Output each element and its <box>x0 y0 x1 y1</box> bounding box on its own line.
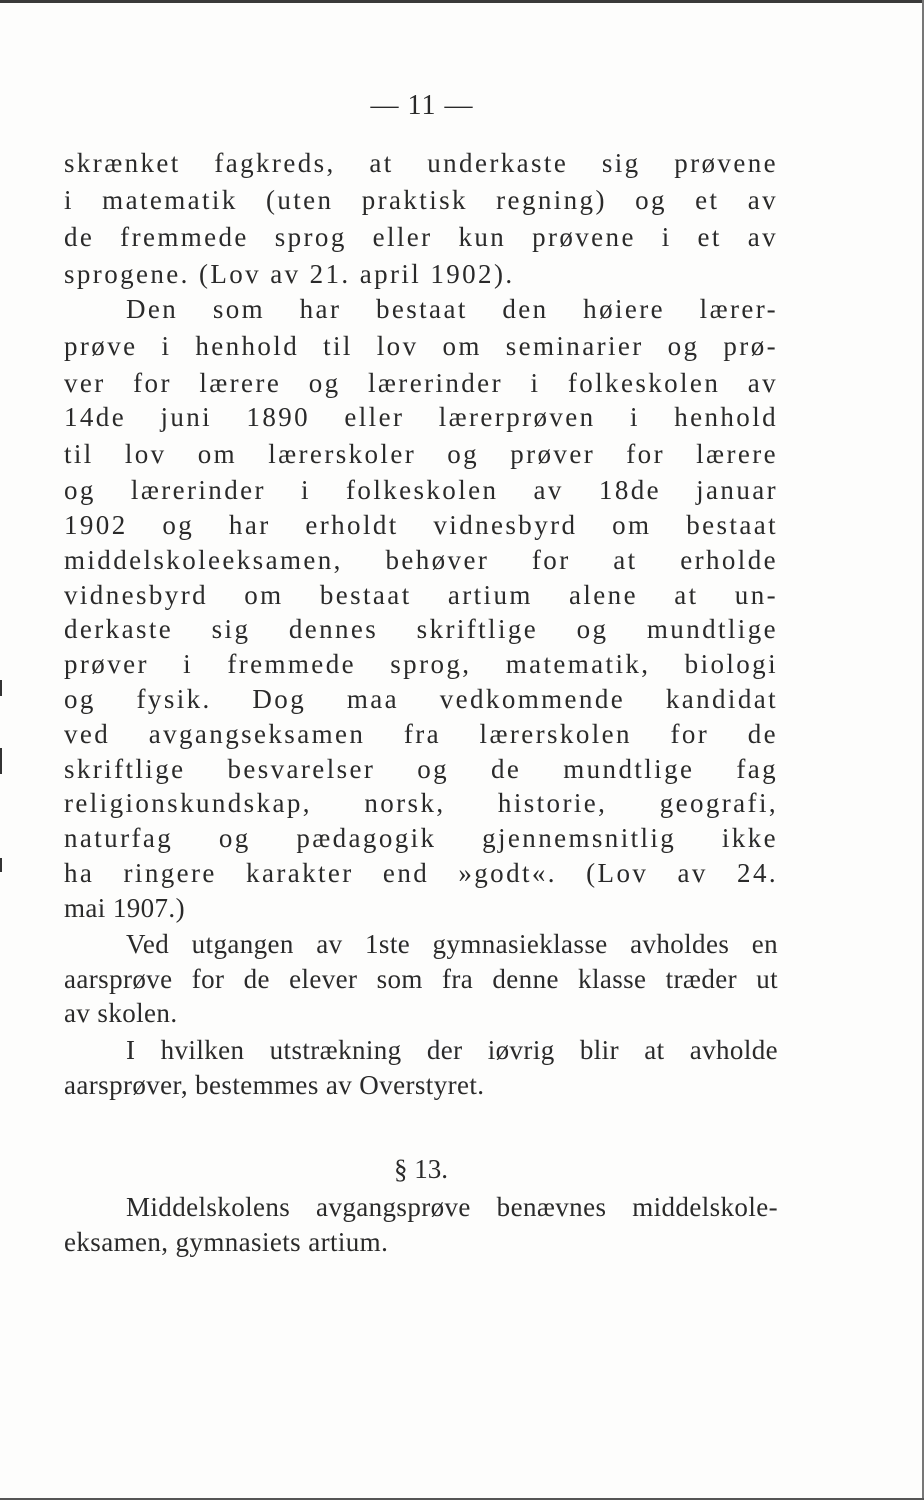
body-line: Den som har bestaat den høiere lærer- <box>126 294 778 324</box>
body-line: 14de juni 1890 eller lærerprøven i henhold <box>64 402 778 432</box>
body-line: religionskundskap, norsk, historie, geografi, <box>64 788 778 818</box>
section-line: eksamen, gymnasiets artium. <box>64 1227 389 1257</box>
body-line: ha ringere karakter end »godt«. (Lov av 24. <box>64 858 778 888</box>
section-heading: § 13. <box>394 1154 448 1184</box>
body-line: sprogene. (Lov av 21. april 1902). <box>64 259 515 289</box>
scan-margin-mark <box>0 748 2 774</box>
body-line: prøver i fremmede sprog, matematik, biologi <box>64 649 778 679</box>
body-line: skrænket fagkreds, at underkaste sig prøvene <box>64 148 778 178</box>
body-line: skriftlige besvarelser og de mundtlige fag <box>64 754 778 784</box>
body-line: mai 1907.) <box>64 893 185 923</box>
body-line: til lov om lærerskoler og prøver for lærere <box>64 439 778 469</box>
body-line: naturfag og pædagogik gjennemsnitlig ikke <box>64 823 778 853</box>
body-line: aarsprøve for de elever som fra denne klasse træder ut <box>64 964 778 994</box>
body-line: prøve i henhold til lov om seminarier og prø- <box>64 331 778 361</box>
body-line: og lærerinder i folkeskolen av 18de januar <box>64 475 778 505</box>
body-line: derkaste sig dennes skriftlige og mundtlige <box>64 614 778 644</box>
body-line: aarsprøver, bestemmes av Overstyret. <box>64 1070 485 1100</box>
scan-margin-mark <box>0 680 2 696</box>
body-line: 1902 og har erholdt vidnesbyrd om bestaat <box>64 510 778 540</box>
body-line: Ved utgangen av 1ste gymnasieklasse avholdes en <box>126 929 778 959</box>
body-line: i matematik (uten praktisk regning) og et av <box>64 185 778 215</box>
body-line: av skolen. <box>64 998 178 1028</box>
body-line: middelskoleeksamen, behøver for at erholde <box>64 545 778 575</box>
body-line: I hvilken utstrækning der iøvrig blir at avholde <box>126 1035 778 1065</box>
body-line: de fremmede sprog eller kun prøvene i et av <box>64 222 778 252</box>
scan-margin-mark <box>0 858 2 872</box>
page-number: — 11 — <box>370 90 474 121</box>
body-line: ver for lærere og lærerinder i folkeskolen av <box>64 368 778 398</box>
scan-top-edge <box>0 0 924 3</box>
body-line: vidnesbyrd om bestaat artium alene at un- <box>64 580 778 610</box>
section-line: Middelskolens avgangsprøve benævnes middelskole- <box>126 1192 778 1222</box>
body-line: og fysik. Dog maa vedkommende kandidat <box>64 684 778 714</box>
body-line: ved avgangseksamen fra lærerskolen for de <box>64 719 778 749</box>
